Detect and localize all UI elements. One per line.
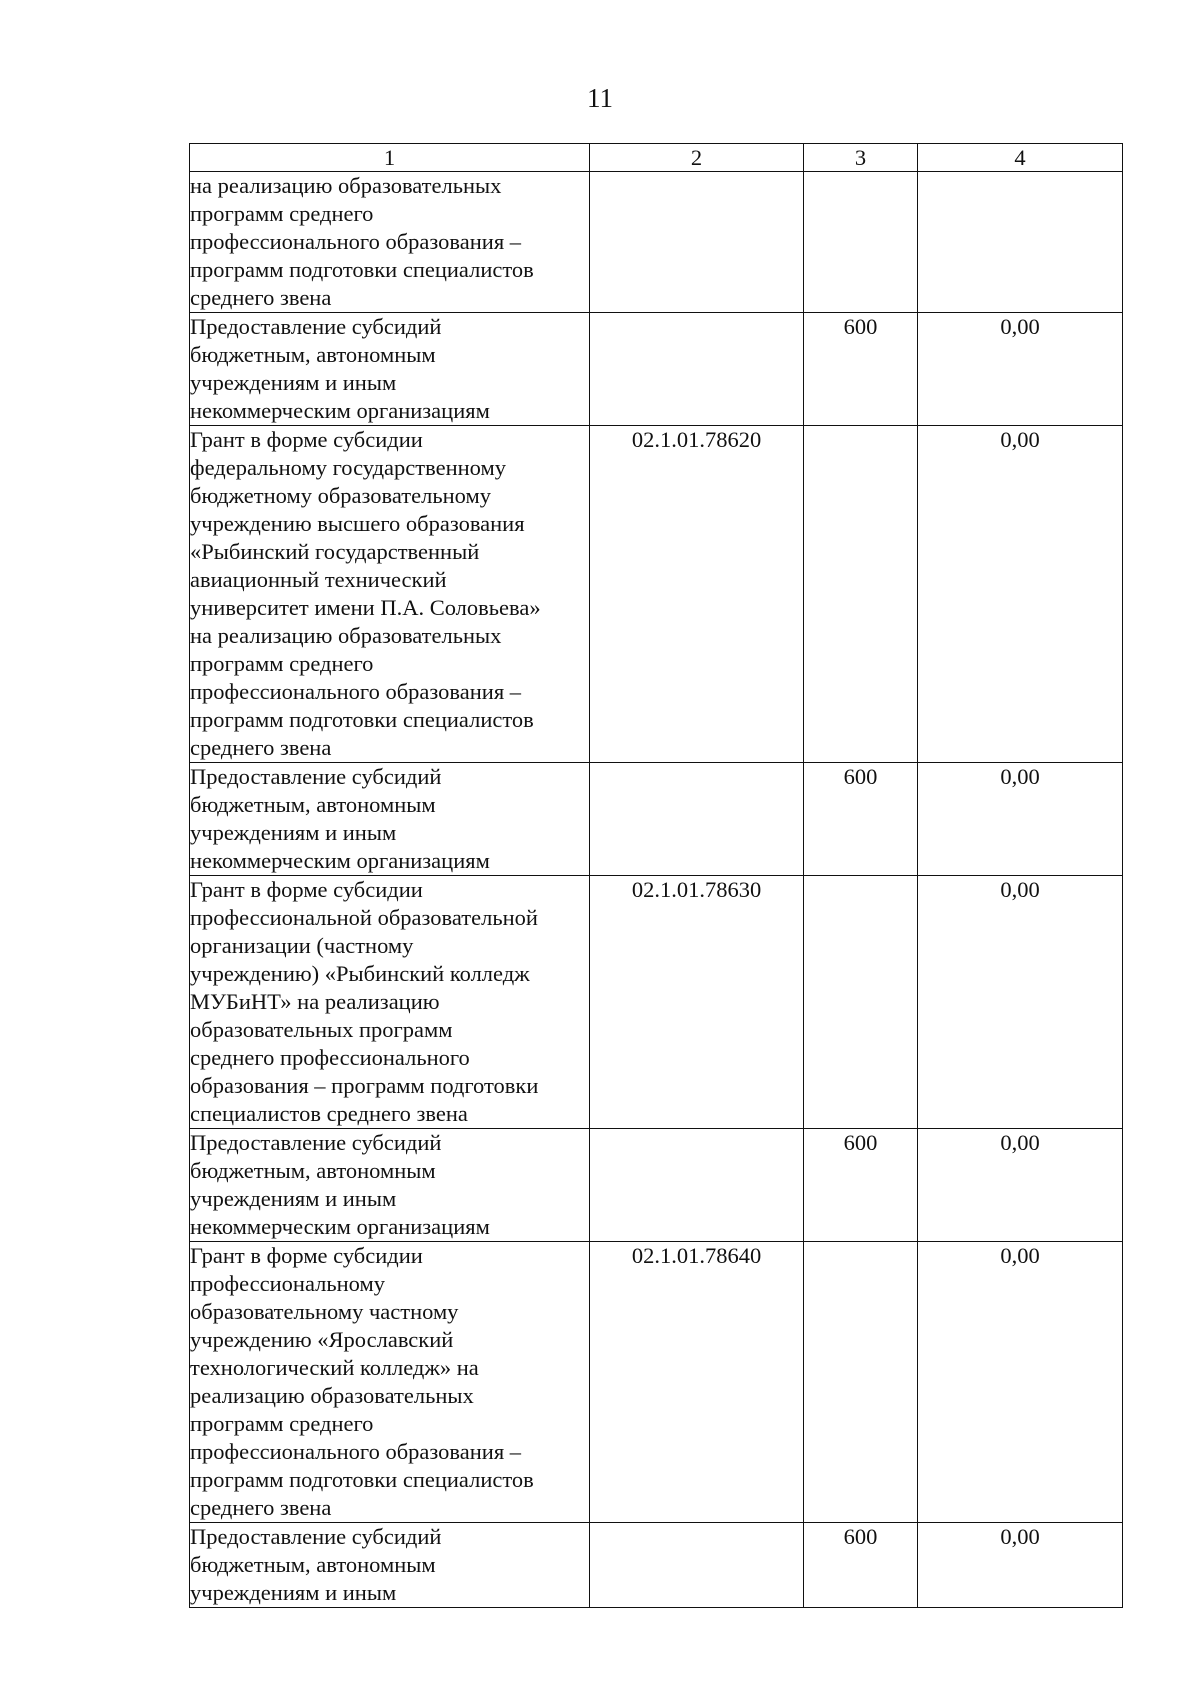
target-code-cell [590,1523,804,1608]
description-line: Предоставление субсидий [190,1130,442,1155]
expense-type-cell [804,172,918,313]
description-line: профессионального образования – [190,1439,522,1464]
target-code-cell: 02.1.01.78620 [590,426,804,763]
description-cell [190,876,590,1129]
description-line: технологический колледж» на [190,1355,479,1380]
description-line: программ подготовки специалистов [190,1467,534,1492]
description-line: Предоставление субсидий [190,764,442,789]
description-line: учреждению высшего образования [190,511,525,536]
description-cell [190,1242,590,1523]
description-line: профессионального образования – [190,229,522,254]
table-row [190,876,1123,1129]
expense-type-cell: 600 [804,1129,918,1242]
amount-cell: 0,00 [918,313,1123,426]
target-code-cell: 02.1.01.78630 [590,876,804,1129]
target-code-cell: 02.1.01.78640 [590,1242,804,1523]
target-code-cell [590,763,804,876]
description-cell [190,1523,590,1608]
description-line: бюджетным, автономным [190,342,436,367]
description-cell [190,426,590,763]
description-line: реализацию образовательных [190,1383,474,1408]
description-line: специалистов среднего звена [190,1101,468,1126]
description-line: «Рыбинский государственный [190,539,480,564]
table-row [190,313,1123,426]
description-line: среднего профессионального [190,1045,470,1070]
table-row [190,763,1123,876]
expense-type-cell: 600 [804,313,918,426]
description-line: учреждениям и иным [190,370,397,395]
expense-type-cell: 600 [804,763,918,876]
amount-cell: 0,00 [918,1242,1123,1523]
description-line: организации (частному [190,933,414,958]
table-row [190,426,1123,763]
description-line: программ среднего [190,651,374,676]
table-row [190,1129,1123,1242]
target-code-cell [590,1129,804,1242]
column-header-1: 1 [190,144,590,172]
description-line: Грант в форме субсидии [190,877,423,902]
description-line: некоммерческим организациям [190,1214,490,1239]
description-line: образовательных программ [190,1017,453,1042]
description-line: МУБиНТ» на реализацию [190,989,440,1014]
description-cell [190,763,590,876]
description-line: на реализацию образовательных [190,173,502,198]
description-line: программ среднего [190,201,374,226]
description-line: профессионального образования – [190,679,522,704]
amount-cell: 0,00 [918,426,1123,763]
description-line: образования – программ подготовки [190,1073,539,1098]
description-line: федеральному государственному [190,455,506,480]
description-line: учреждению «Ярославский [190,1327,454,1352]
description-line: профессиональной образовательной [190,905,538,930]
amount-cell: 0,00 [918,1129,1123,1242]
target-code-cell [590,313,804,426]
description-line: программ подготовки специалистов [190,707,534,732]
amount-cell: 0,00 [918,876,1123,1129]
description-line: некоммерческим организациям [190,848,490,873]
description-line: бюджетным, автономным [190,1552,436,1577]
expense-type-cell [804,876,918,1129]
description-line: Предоставление субсидий [190,1524,442,1549]
description-line: учреждениям и иным [190,820,397,845]
description-line: бюджетным, автономным [190,792,436,817]
expense-type-cell [804,426,918,763]
description-line: Предоставление субсидий [190,314,442,339]
description-line: программ подготовки специалистов [190,257,534,282]
description-line: бюджетным, автономным [190,1158,436,1183]
description-line: Грант в форме субсидии [190,427,423,452]
table-header-row [190,144,1123,172]
description-line: университет имени П.А. Соловьева» [190,595,541,620]
column-header-3: 3 [804,144,918,172]
table-body [190,172,1123,1608]
description-cell [190,1129,590,1242]
description-line: учреждениям и иным [190,1580,397,1605]
description-line: среднего звена [190,735,332,760]
page-number: 11 [587,83,613,113]
description-line: некоммерческим организациям [190,398,490,423]
description-line: учреждению) «Рыбинский колледж [190,961,530,986]
description-line: программ среднего [190,1411,374,1436]
table-row [190,1523,1123,1608]
budget-table [189,143,1123,1608]
column-header-2: 2 [590,144,804,172]
description-line: среднего звена [190,1495,332,1520]
amount-cell: 0,00 [918,763,1123,876]
description-line: среднего звена [190,285,332,310]
description-cell [190,172,590,313]
amount-cell [918,172,1123,313]
description-line: учреждениям и иным [190,1186,397,1211]
table-row [190,172,1123,313]
table-row [190,1242,1123,1523]
description-line: бюджетному образовательному [190,483,491,508]
description-line: Грант в форме субсидии [190,1243,423,1268]
expense-type-cell [804,1242,918,1523]
description-line: образовательному частному [190,1299,459,1324]
target-code-cell [590,172,804,313]
amount-cell: 0,00 [918,1523,1123,1608]
description-cell [190,313,590,426]
column-header-4: 4 [918,144,1123,172]
description-line: авиационный технический [190,567,447,592]
description-line: на реализацию образовательных [190,623,502,648]
description-line: профессиональному [190,1271,385,1296]
expense-type-cell: 600 [804,1523,918,1608]
